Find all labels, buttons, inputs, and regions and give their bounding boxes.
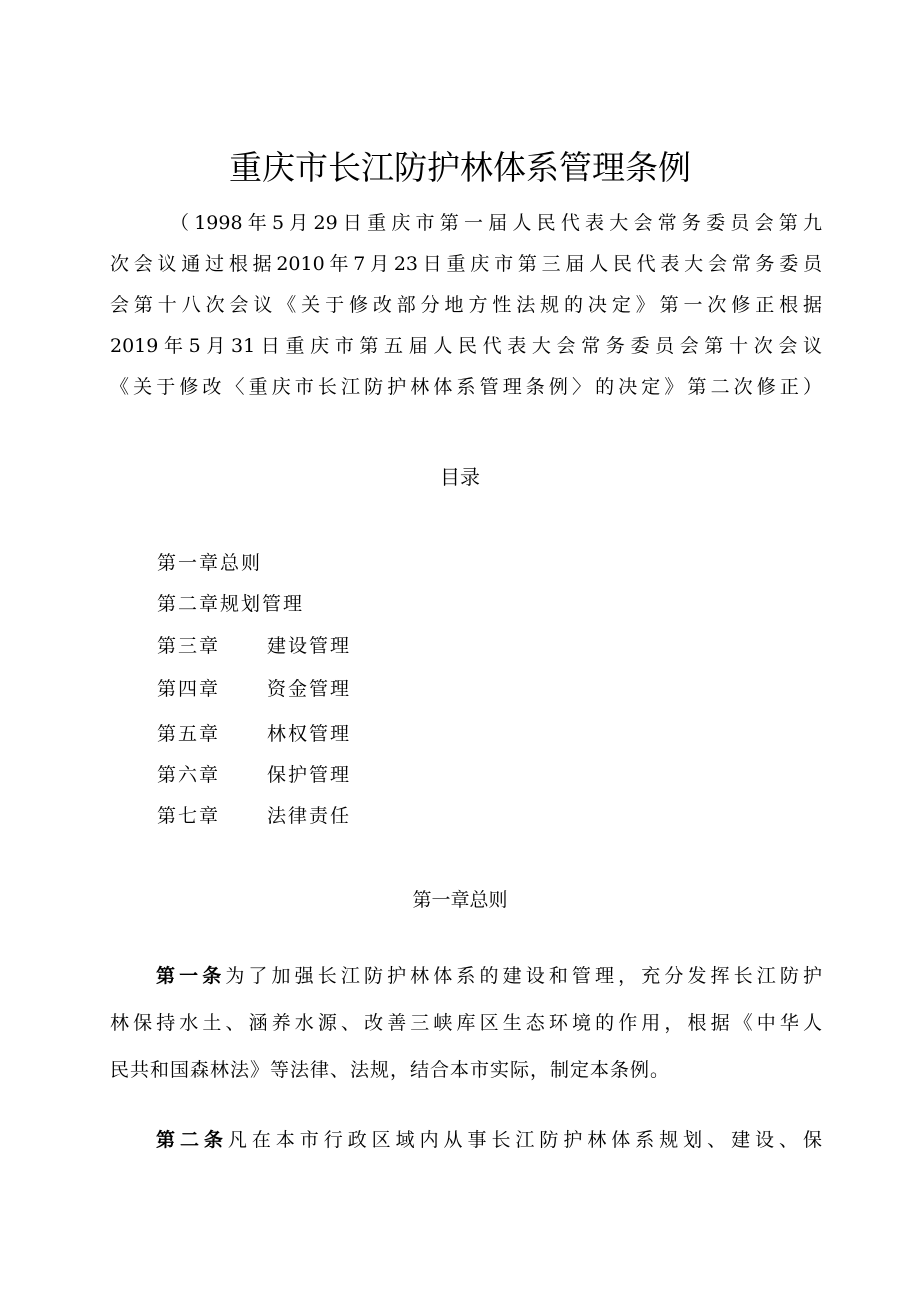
adoption-note-line: （1998年5月29日重庆市第一届人民代表大会常务委员会第九	[170, 212, 822, 234]
adoption-note-line: 会第十八次会议《关于修改部分地方性法规的决定》第一次修正根据	[110, 294, 822, 316]
article-line	[110, 953, 822, 1000]
toc-item-chapter-4	[157, 674, 351, 704]
toc-chapter-title: 总则	[220, 552, 263, 574]
toc-chapter-number: 第四章	[157, 678, 221, 700]
toc-chapter-number: 第二章	[157, 593, 221, 615]
adoption-note-line: 2019年5月31日重庆市第五届人民代表大会常务委员会第十次会议	[110, 335, 822, 357]
toc-chapter-title: 保护管理	[267, 764, 352, 786]
toc-item-chapter-1	[157, 548, 262, 578]
chapter-heading: 第一章总则	[412, 889, 508, 911]
article-label: 第一条	[156, 965, 226, 987]
adoption-note-line: 次会议通过根据2010年7月23日重庆市第三届人民代表大会常务委员	[110, 253, 822, 275]
toc-item-chapter-7	[157, 801, 351, 831]
toc-chapter-title: 建设管理	[267, 635, 352, 657]
article-1	[110, 953, 822, 1094]
toc-chapter-title: 资金管理	[267, 678, 352, 700]
toc-item-chapter-5	[157, 719, 351, 749]
article-text: 凡在本市行政区域内从事长江防护林体系规划、建设、保	[227, 1129, 822, 1151]
toc-item-chapter-2	[157, 589, 304, 619]
article-line	[110, 1117, 822, 1164]
toc-item-chapter-3	[157, 631, 351, 661]
toc-chapter-title: 规划管理	[220, 593, 305, 615]
article-line: 民共和国森林法》等法律、法规，结合本市实际，制定本条例。	[110, 1059, 671, 1081]
adoption-note	[110, 203, 822, 408]
toc-chapter-title: 林权管理	[267, 723, 352, 745]
adoption-note-line: 《关于修改〈重庆市长江防护林体系管理条例〉的决定》第二次修正）	[110, 376, 822, 398]
toc-chapter-number: 第一章	[157, 552, 221, 574]
toc-chapter-title: 法律责任	[267, 805, 352, 827]
toc-chapter-number: 第三章	[157, 635, 221, 657]
article-label: 第二条	[156, 1129, 228, 1151]
article-line: 林保持水土、涵养水源、改善三峡库区生态环境的作用，根据《中华人	[110, 1012, 822, 1034]
toc-chapter-number: 第七章	[157, 805, 221, 827]
article-2	[110, 1117, 822, 1164]
article-text: 为了加强长江防护林体系的建设和管理，充分发挥长江防护	[225, 965, 822, 987]
toc-chapter-number: 第六章	[157, 764, 221, 786]
toc-chapter-number: 第五章	[157, 723, 221, 745]
toc-heading: 目录	[440, 465, 480, 489]
document-title: 重庆市长江防护林体系管理条例	[229, 148, 691, 187]
toc-item-chapter-6	[157, 760, 351, 790]
